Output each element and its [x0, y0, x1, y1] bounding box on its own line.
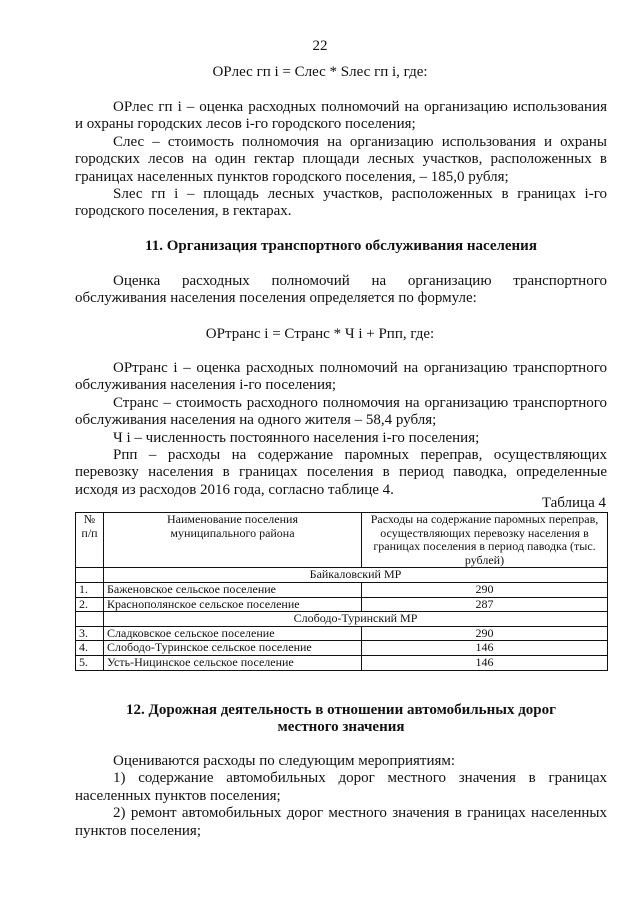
table-row [76, 597, 608, 612]
row-number: 1. [76, 582, 104, 597]
transport-definitions [75, 360, 607, 499]
ferry-costs-table [75, 512, 608, 671]
settlement-name: Усть-Ницинское сельское поселение [104, 655, 362, 670]
cost-value: 287 [362, 597, 608, 612]
transport-def-or: ОРтранс i – оценка расходных полномочий на организацию транспортного обслуживания населения i-го поселения; [75, 360, 607, 394]
roads-list [75, 753, 607, 840]
section-11-heading: 11. Организация транспортного обслуживания населения [145, 238, 537, 254]
empty-cell [76, 612, 104, 627]
roads-intro: Оцениваются расходы по следующим мероприятиям: [113, 753, 456, 769]
table-row [76, 626, 608, 641]
cost-value: 146 [362, 641, 608, 656]
row-number: 4. [76, 641, 104, 656]
table-row [76, 582, 608, 597]
cost-value: 290 [362, 582, 608, 597]
table-group-row [76, 568, 608, 583]
empty-cell [76, 568, 104, 583]
settlement-name: Баженовское сельское поселение [104, 582, 362, 597]
transport-intro [75, 273, 607, 308]
cost-value: 290 [362, 626, 608, 641]
roads-item-repair: 2) ремонт автомобильных дорог местного значения в границах населенных пунктов поселения; [75, 805, 607, 839]
group-baikalovsky: Байкаловский МР [104, 568, 608, 583]
header-name: Наименование поселения муниципального района [104, 513, 362, 568]
section-12-heading-line1: 12. Дорожная деятельность в отношении автомобильных дорог [126, 702, 556, 718]
row-number: 3. [76, 626, 104, 641]
page-number: 22 [312, 38, 328, 54]
settlement-name: Слободо-Туринское сельское поселение [104, 641, 362, 656]
table-caption: Таблица 4 [541, 495, 606, 511]
table-row [76, 655, 608, 670]
table-group-row [76, 612, 608, 627]
header-cost: Расходы на содержание паромных переправ, осуществляющих перевозку населения в границах поселения в период паводка (тыс. рублей) [362, 513, 608, 568]
cost-value: 146 [362, 655, 608, 670]
row-number: 5. [76, 655, 104, 670]
transport-def-population: Ч i – численность постоянного населения i-го поселения; [113, 429, 480, 446]
transport-def-cost: Странс – стоимость расходного полномочия на организацию транспортного обслуживания населения на одного жителя – 58,4 рубля; [75, 394, 607, 429]
forest-def-area: Sлес гп i – площадь лесных участков, расположенных в границах i-го городского поселения, в гектарах. [75, 186, 607, 220]
section-12-heading-line2: местного значения [277, 719, 405, 736]
transport-intro-text: Оценка расходных полномочий на организацию транспортного обслуживания населения поселения определяется по формуле: [75, 273, 607, 307]
group-sloboda-turinsky: Слободо-Туринский МР [104, 612, 608, 627]
table-row [76, 641, 608, 656]
roads-item-maintenance: 1) содержание автомобильных дорог местного значения в границах населенных пунктов поселения; [75, 770, 607, 804]
row-number: 2. [76, 597, 104, 612]
header-num: № п/п [76, 513, 104, 568]
forest-definitions [75, 99, 607, 221]
forest-def-or: ОРлес гп i – оценка расходных полномочий на организацию использования и охраны городских лесов i-го городского поселения; [75, 99, 607, 133]
transport-def-ferry: Рпп – расходы на содержание паромных переправ, осуществляющих перевозку населения в границах поселения в период паводка, определенные исходя из расходов 2016 года, согласно таблице 4. [75, 447, 607, 498]
table-header-row [76, 513, 608, 568]
settlement-name: Сладковское сельское поселение [104, 626, 362, 641]
forest-formula: ОРлес гп i = Cлес * Sлес гп i, где: [212, 64, 428, 80]
settlement-name: Краснополянское сельское поселение [104, 597, 362, 612]
forest-def-cost: Cлес – стоимость полномочия на организацию использования и охраны городских лесов на один гектар площади лесных участков, расположенных в границах населенных пунктов городского поселения, – 185,0 рубля; [75, 133, 607, 185]
section-12-heading [75, 702, 607, 737]
transport-formula: ОРтранс i = Странс * Ч i + Рпп, где: [205, 326, 435, 342]
